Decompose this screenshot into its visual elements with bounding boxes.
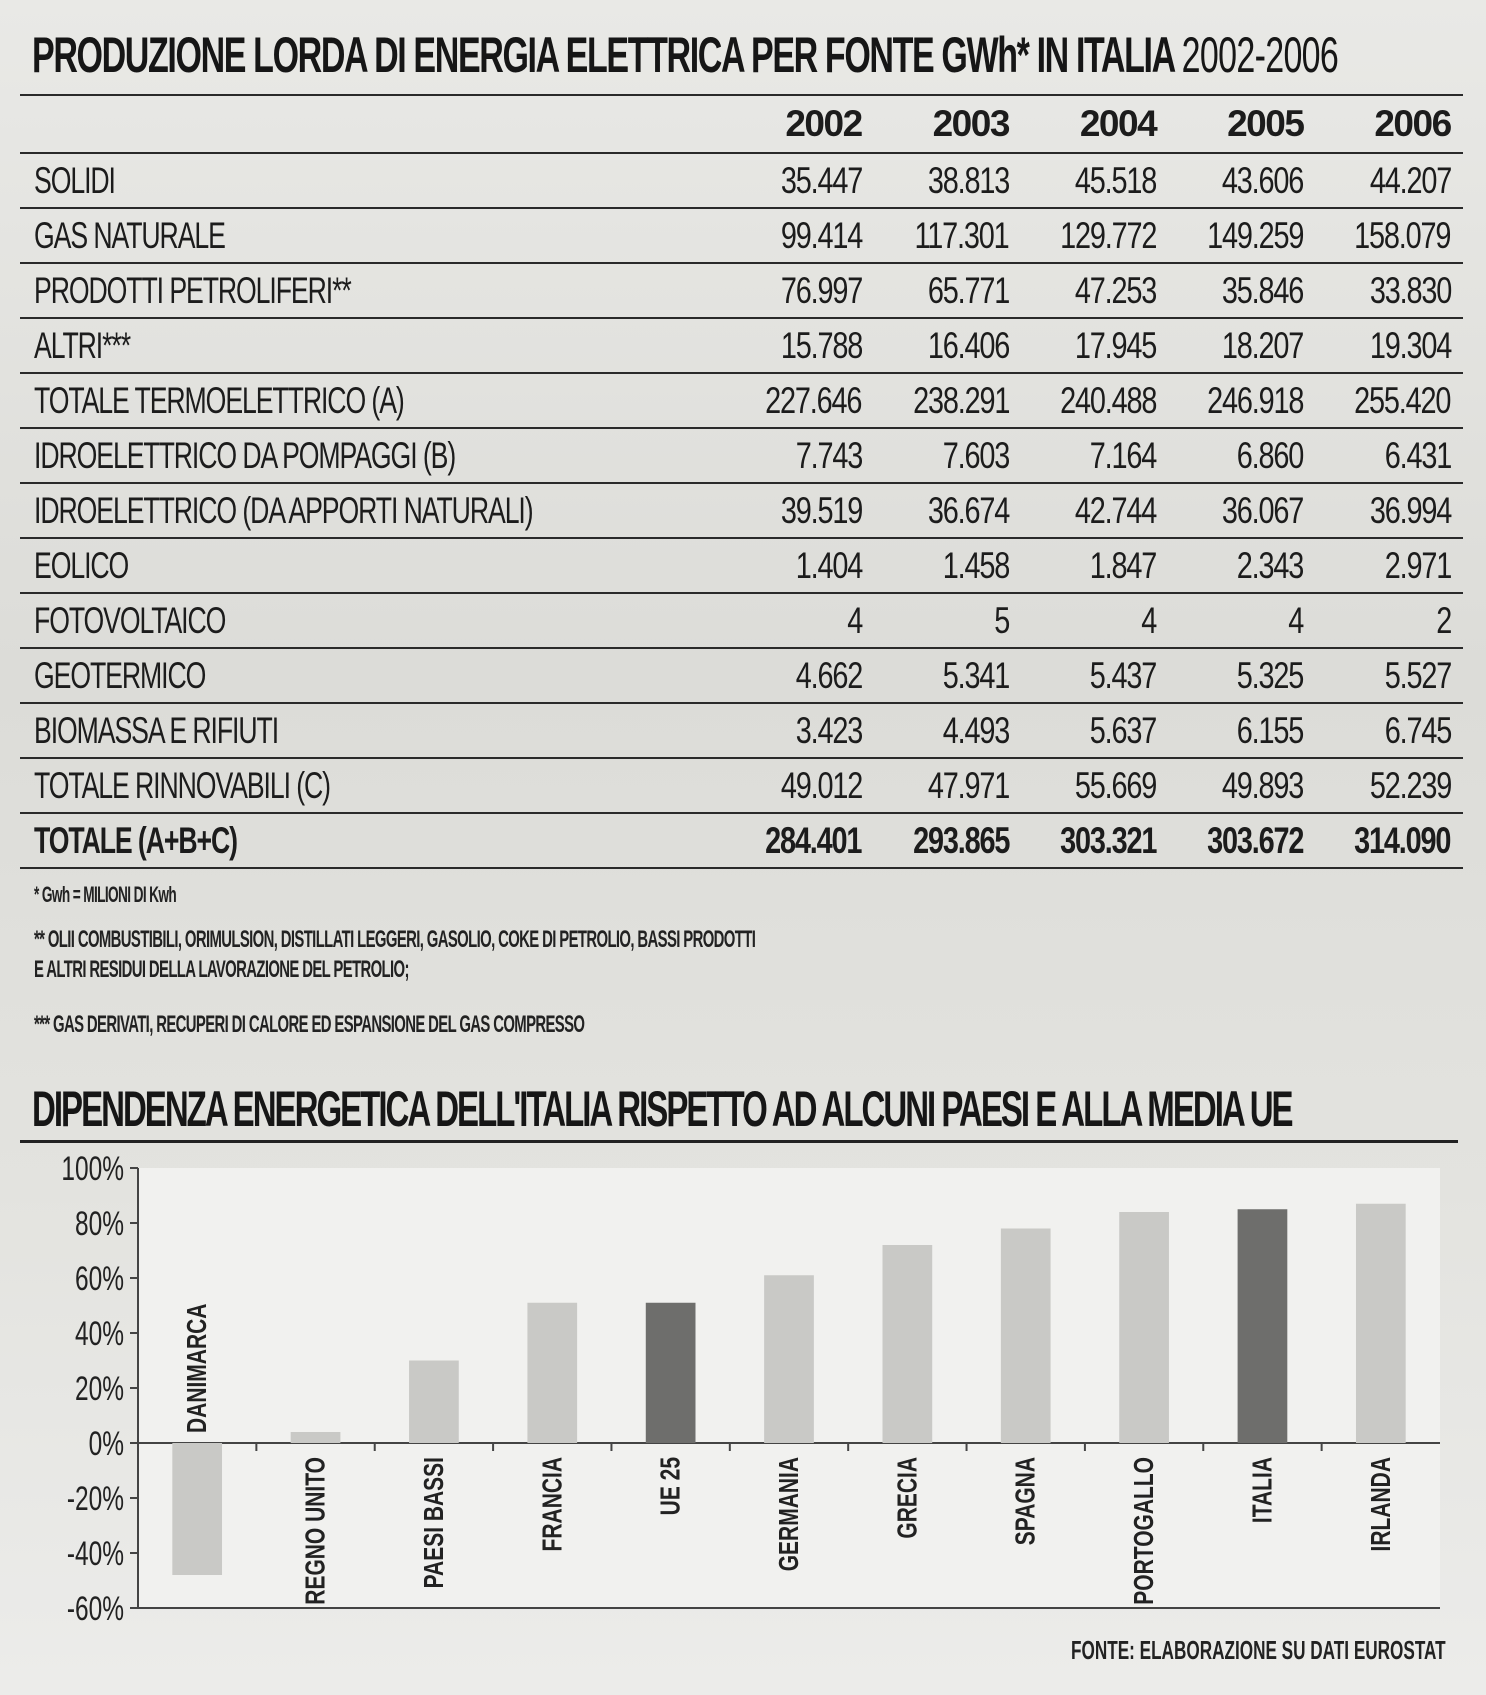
row-value-text: 2.971 (1384, 544, 1451, 586)
bar-spagna (1001, 1229, 1051, 1444)
table-row (20, 703, 1463, 758)
row-value-text: 4.662 (795, 654, 862, 696)
row-value-text: 47.971 (927, 764, 1009, 806)
row-value (1021, 758, 1168, 813)
table-header-row (20, 95, 1463, 153)
row-value (726, 483, 873, 538)
header-label-col (20, 95, 726, 153)
table-row (20, 648, 1463, 703)
row-value (1021, 483, 1168, 538)
table-body (20, 153, 1463, 868)
row-label (20, 538, 726, 593)
y-tick-label: 100% (61, 1150, 125, 1189)
category-label: PAESI BASSI (419, 1457, 450, 1589)
bar-danimarca (172, 1443, 222, 1575)
row-value-text: 1.404 (795, 544, 862, 586)
row-value-text: 39.519 (780, 489, 862, 531)
row-value (874, 538, 1021, 593)
row-value-text: 3.423 (795, 709, 862, 751)
row-value-text: 65.771 (927, 269, 1009, 311)
y-tick-label: 80% (75, 1205, 125, 1244)
row-value-text: 129.772 (1060, 214, 1157, 256)
row-value (874, 483, 1021, 538)
row-value-text: 49.012 (780, 764, 862, 806)
y-tick-label: -60% (66, 1590, 125, 1629)
table-title-main: PRODUZIONE LORDA DI ENERGIA ELETTRICA PER FONTE GWh* IN ITALIA (32, 27, 1174, 83)
row-value (874, 263, 1021, 318)
row-value-text: 303.672 (1207, 819, 1304, 861)
row-value (1168, 538, 1315, 593)
footnote-petroliferi (34, 925, 755, 985)
row-value-text: 16.406 (927, 324, 1009, 366)
row-value-text: 293.865 (912, 819, 1009, 861)
footnote-petroliferi-line1: ** OLII COMBUSTIBILI, ORIMULSION, DISTILLATI LEGGERI, GASOLIO, COKE DI PETROLIO, BASSI PRODOTTI (34, 926, 756, 953)
row-value (1315, 483, 1462, 538)
row-value-text: 36.994 (1369, 489, 1451, 531)
row-value (1168, 813, 1315, 868)
row-value-text: 284.401 (765, 819, 862, 861)
header-year: 2004 (1021, 95, 1168, 153)
row-value (1021, 428, 1168, 483)
row-value (1021, 648, 1168, 703)
row-value-text: 2 (1435, 599, 1451, 641)
row-value (1315, 208, 1462, 263)
row-value-text: 33.830 (1369, 269, 1451, 311)
row-value (726, 428, 873, 483)
row-value-text: 36.674 (927, 489, 1009, 531)
row-value-text: 5.637 (1089, 709, 1157, 751)
chart-title: DIPENDENZA ENERGETICA DELL'ITALIA RISPETTO AD ALCUNI PAESI E ALLA MEDIA UE (32, 1081, 1292, 1137)
row-value (874, 373, 1021, 428)
bar-ue-25 (646, 1303, 696, 1443)
footnote-petroliferi-line2: E ALTRI RESIDUI DELLA LAVORAZIONE DEL PETROLIO; (34, 956, 409, 983)
row-label (20, 703, 726, 758)
row-value-text: 149.259 (1207, 214, 1304, 256)
row-value (1021, 153, 1168, 208)
row-label (20, 208, 726, 263)
row-label-text: GEOTERMICO (34, 654, 206, 696)
row-label (20, 813, 726, 868)
row-value (1315, 538, 1462, 593)
row-label (20, 648, 726, 703)
row-value (1315, 648, 1462, 703)
category-label: SPAGNA (1010, 1457, 1042, 1546)
row-value (1021, 373, 1168, 428)
row-value (726, 153, 873, 208)
row-value-text: 5.437 (1089, 654, 1157, 696)
row-label-text: IDROELETTRICO DA POMPAGGI (B) (34, 434, 456, 476)
row-label (20, 318, 726, 373)
row-value-text: 6.745 (1384, 709, 1451, 751)
row-value (874, 208, 1021, 263)
row-value (726, 758, 873, 813)
row-value (726, 813, 873, 868)
row-value (726, 703, 873, 758)
row-label-text: TOTALE RINNOVABILI (C) (34, 764, 330, 806)
row-value (1315, 373, 1462, 428)
row-value (874, 648, 1021, 703)
row-label-text: FOTOVOLTAICO (34, 599, 226, 641)
y-tick-label: 60% (75, 1260, 125, 1299)
category-label: FRANCIA (537, 1457, 569, 1552)
row-value-text: 19.304 (1369, 324, 1451, 366)
row-value (1315, 813, 1462, 868)
row-label (20, 593, 726, 648)
row-value-text: 4.493 (942, 709, 1009, 751)
row-value-text: 1.458 (942, 544, 1009, 586)
bar-irlanda (1356, 1204, 1406, 1443)
table-row (20, 208, 1463, 263)
row-value-text: 5.341 (942, 654, 1009, 696)
row-value (1168, 428, 1315, 483)
row-label-text: IDROELETTRICO (DA APPORTI NATURALI) (34, 489, 533, 531)
footnote-gwh: * Gwh = MILIONI DI Kwh (34, 882, 177, 907)
row-value (1168, 208, 1315, 263)
row-label-text: BIOMASSA E RIFIUTI (34, 709, 279, 751)
y-tick-label: 0% (88, 1425, 125, 1464)
row-label (20, 483, 726, 538)
table-row (20, 263, 1463, 318)
row-value (726, 318, 873, 373)
row-label-text: GAS NATURALE (34, 214, 225, 256)
row-value (1021, 208, 1168, 263)
y-tick-label: -40% (66, 1535, 125, 1574)
row-value (874, 318, 1021, 373)
row-label-text: PRODOTTI PETROLIFERI** (34, 269, 351, 311)
row-value (1021, 593, 1168, 648)
row-value-text: 7.743 (795, 434, 862, 476)
row-value (874, 703, 1021, 758)
row-value (726, 373, 873, 428)
row-value-text: 44.207 (1369, 159, 1451, 201)
row-value (1021, 318, 1168, 373)
header-year: 2002 (726, 95, 873, 153)
row-value-text: 52.239 (1369, 764, 1451, 806)
row-value-text: 36.067 (1222, 489, 1304, 531)
row-value-text: 255.420 (1354, 379, 1451, 421)
row-value (1021, 263, 1168, 318)
row-value (726, 593, 873, 648)
table-row (20, 428, 1463, 483)
row-value (1168, 758, 1315, 813)
row-value-text: 5 (994, 599, 1009, 641)
table-row (20, 813, 1463, 868)
row-value-text: 99.414 (780, 214, 862, 256)
row-value (1315, 593, 1462, 648)
row-value-text: 7.603 (942, 434, 1009, 476)
category-label: REGNO UNITO (300, 1457, 332, 1605)
row-value-text: 47.253 (1074, 269, 1157, 311)
category-label: UE 25 (655, 1457, 687, 1516)
row-value-text: 55.669 (1074, 764, 1157, 806)
row-value (874, 593, 1021, 648)
row-value (1168, 153, 1315, 208)
category-label: GERMANIA (774, 1457, 805, 1572)
row-value (726, 648, 873, 703)
row-label (20, 428, 726, 483)
row-value-text: 7.164 (1089, 434, 1157, 476)
row-value-text: 38.813 (927, 159, 1009, 201)
table-row (20, 318, 1463, 373)
bar-grecia (883, 1245, 933, 1443)
production-table (20, 94, 1463, 869)
category-label: DANIMARCA (182, 1303, 213, 1433)
row-value-text: 76.997 (780, 269, 862, 311)
row-value (1168, 263, 1315, 318)
row-value-text: 6.860 (1237, 434, 1304, 476)
footnote-altri: *** GAS DERIVATI, RECUPERI DI CALORE ED ESPANSIONE DEL GAS COMPRESSO (34, 1011, 585, 1038)
row-value (1315, 263, 1462, 318)
row-label (20, 373, 726, 428)
row-value-text: 6.431 (1384, 434, 1451, 476)
bar-francia (527, 1303, 577, 1443)
header-year: 2005 (1168, 95, 1315, 153)
bar-italia (1238, 1209, 1288, 1443)
table-row (20, 373, 1463, 428)
row-value-text: 35.846 (1222, 269, 1304, 311)
row-value (1168, 648, 1315, 703)
row-value (1168, 373, 1315, 428)
row-value-text: 49.893 (1222, 764, 1304, 806)
row-value (1021, 538, 1168, 593)
row-value-text: 4 (1141, 599, 1157, 641)
row-value-text: 246.918 (1207, 379, 1304, 421)
row-value-text: 240.488 (1060, 379, 1157, 421)
row-label-text: TOTALE TERMOELETTRICO (A) (34, 379, 404, 421)
category-label: IRLANDA (1366, 1457, 1397, 1552)
table-title-years: 2002-2006 (1181, 27, 1339, 83)
row-value-text: 15.788 (780, 324, 862, 366)
row-value-text: 43.606 (1222, 159, 1304, 201)
table-row (20, 483, 1463, 538)
bar-portogallo (1119, 1212, 1169, 1443)
table-row (20, 538, 1463, 593)
row-value (1021, 703, 1168, 758)
row-value-text: 303.321 (1060, 819, 1157, 861)
row-value (1315, 428, 1462, 483)
row-value (726, 538, 873, 593)
row-label (20, 263, 726, 318)
row-label-text: SOLIDI (34, 159, 115, 201)
y-tick-label: 20% (75, 1370, 125, 1409)
row-value-text: 314.090 (1354, 819, 1451, 861)
row-value (726, 263, 873, 318)
bar-regno-unito (291, 1432, 341, 1443)
row-value-text: 238.291 (912, 379, 1009, 421)
row-value-text: 17.945 (1074, 324, 1157, 366)
row-value (874, 758, 1021, 813)
chart-title-rule (20, 1140, 1458, 1143)
row-value-text: 117.301 (914, 214, 1009, 256)
row-value (1168, 483, 1315, 538)
row-value-text: 4 (1288, 599, 1304, 641)
row-value (726, 208, 873, 263)
row-label-text: ALTRI*** (34, 324, 130, 366)
row-value-text: 18.207 (1222, 324, 1304, 366)
row-value (1315, 758, 1462, 813)
y-tick-label: -20% (66, 1480, 125, 1519)
row-value-text: 42.744 (1074, 489, 1157, 531)
header-year: 2006 (1315, 95, 1462, 153)
row-value (874, 813, 1021, 868)
table-row (20, 153, 1463, 208)
row-value (1315, 318, 1462, 373)
row-label (20, 758, 726, 813)
row-value (1315, 703, 1462, 758)
row-value-text: 6.155 (1237, 709, 1304, 751)
bar-germania (764, 1275, 814, 1443)
row-value (1168, 593, 1315, 648)
category-label: PORTOGALLO (1129, 1457, 1160, 1605)
row-value (1168, 703, 1315, 758)
row-value-text: 4 (846, 599, 862, 641)
row-value (1168, 318, 1315, 373)
source-note: FONTE: ELABORAZIONE SU DATI EUROSTAT (1071, 1635, 1446, 1665)
category-label: GRECIA (892, 1457, 924, 1539)
row-value-text: 35.447 (780, 159, 862, 201)
row-value (1021, 813, 1168, 868)
row-value-text: 227.646 (765, 379, 862, 421)
row-label-text: EOLICO (34, 544, 129, 586)
row-value-text: 5.527 (1384, 654, 1451, 696)
table-title (32, 26, 1338, 84)
table-row (20, 593, 1463, 648)
category-label: ITALIA (1247, 1457, 1279, 1524)
header-year: 2003 (874, 95, 1021, 153)
y-tick-label: 40% (75, 1315, 125, 1354)
row-value (874, 428, 1021, 483)
row-value-text: 1.847 (1089, 544, 1157, 586)
bar-paesi-bassi (409, 1361, 459, 1444)
row-value-text: 5.325 (1237, 654, 1304, 696)
dependency-bar-chart (20, 1148, 1460, 1638)
row-label-text: TOTALE (A+B+C) (34, 819, 237, 861)
row-value-text: 158.079 (1354, 214, 1451, 256)
row-value (874, 153, 1021, 208)
table-row (20, 758, 1463, 813)
row-value (1315, 153, 1462, 208)
row-value-text: 2.343 (1237, 544, 1304, 586)
row-label (20, 153, 726, 208)
row-value-text: 45.518 (1074, 159, 1157, 201)
